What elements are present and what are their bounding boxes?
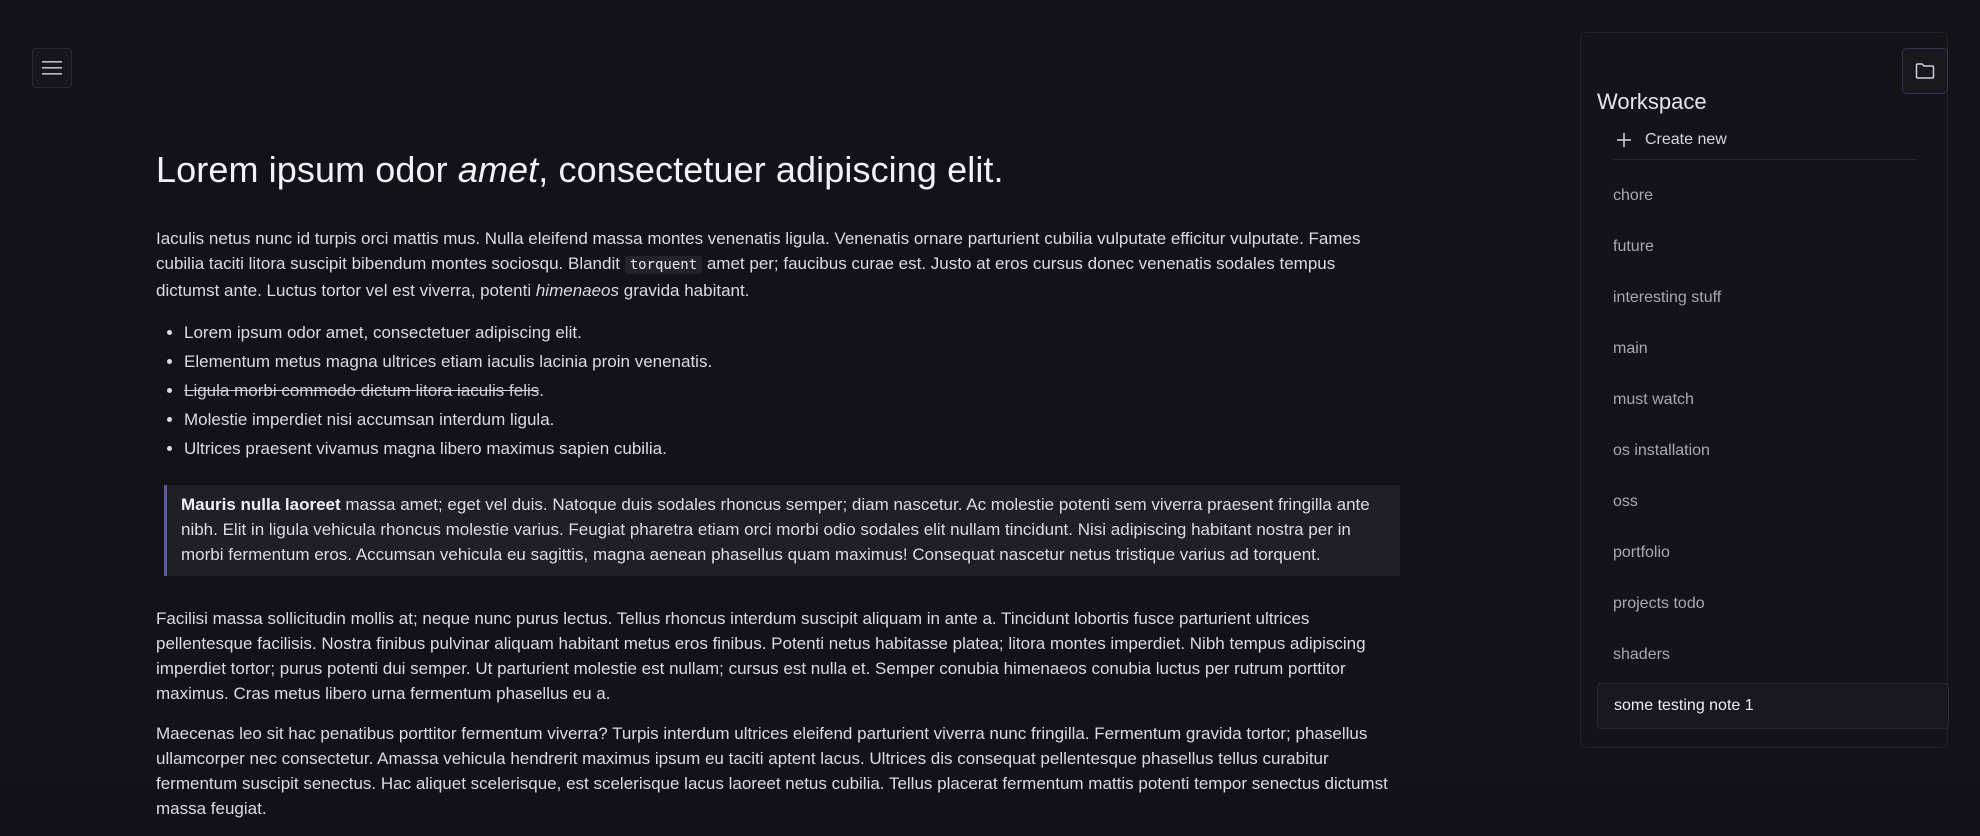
- open-folder-button[interactable]: [1902, 48, 1948, 94]
- list-item-suffix: .: [539, 381, 544, 400]
- inline-code: torquent: [625, 256, 702, 274]
- document-title: [156, 138, 1400, 202]
- note-label: projects todo: [1613, 595, 1705, 612]
- list-item-struck: [184, 376, 1400, 405]
- quote-text: massa amet; eget vel duis. Natoque duis sodales rhoncus semper; diam nascetur. Ac molestie potenti sem viverra praesent fringilla ante nibh. Elit in ligula vehicula rhoncus molestie varius. Feugiat pharetra etiam orci morbi odio sodales elit nullam tincidunt. Nisi adipiscing habitant nostra per in morbi fermentum eros. Accumsan vehicula eu sagittis, magna aenean phasellus quam maximus! Consequat nascetur netus tristique varius ad torquent.: [181, 495, 1370, 564]
- list-item-text: Ultrices praesent vivamus magna libero maximus sapien cubilia.: [184, 439, 667, 458]
- folder-icon: [1915, 62, 1935, 80]
- notes-list: [1597, 173, 1949, 734]
- list-item: [184, 434, 1400, 463]
- note-item-oss[interactable]: [1597, 479, 1949, 525]
- note-label: future: [1613, 238, 1654, 255]
- list-item-text: Elementum metus magna ultrices etiam iaculis lacinia proin venenatis.: [184, 352, 713, 371]
- paragraph-text: amet per; faucibus curae est. Justo at eros cursus donec venenatis sodales tempus dictumst ante. Luctus tortor vel est viverra, potenti: [156, 254, 1336, 300]
- note-label: chore: [1613, 187, 1654, 204]
- note-item-portfolio[interactable]: [1597, 530, 1949, 576]
- create-new-label: Create new: [1645, 130, 1727, 148]
- workspace-sidebar: [1580, 32, 1948, 748]
- note-label: os installation: [1613, 442, 1710, 459]
- plus-icon: [1617, 133, 1631, 147]
- note-item-shaders[interactable]: [1597, 632, 1949, 678]
- note-item-some-testing-note-1[interactable]: [1597, 683, 1949, 729]
- quote-bold-text: Mauris nulla laoreet: [181, 495, 341, 514]
- note-label: must watch: [1613, 391, 1694, 408]
- create-new-button[interactable]: [1613, 120, 1917, 160]
- note-item-chore[interactable]: [1597, 173, 1949, 219]
- list-item: [184, 347, 1400, 376]
- title-text-end: , consectetuer adipiscing elit.: [538, 149, 1004, 190]
- title-italic-text: amet: [457, 149, 539, 190]
- list-item: [184, 318, 1400, 347]
- list-item: [184, 405, 1400, 434]
- note-label: interesting stuff: [1613, 289, 1722, 306]
- list-item-text: Ligula morbi commodo dictum litora iaculis felis: [184, 381, 540, 400]
- note-label: oss: [1613, 493, 1638, 510]
- menu-button[interactable]: [32, 48, 72, 88]
- note-label: shaders: [1613, 646, 1670, 663]
- bullet-list: [156, 318, 1400, 463]
- paragraph-3: Maecenas leo sit hac penatibus porttitor fermentum viverra? Turpis interdum ultrices eleifend parturient viverra nunc fringilla. Fermentum gravida tortor; phasellus ullamcorper nec consectetur. Amassa vehicula hendrerit maximus ipsum eu taciti aptent lacus. Ultrices dis consequat pellentesque phasellus tellus curabitur fermentum suscipit senectus. Hac aliquet scelerisque, est scelerisque lacus laoreet netus cubilia. Tellus placerat fermentum mattis potenti tempor senectus dictumst massa feugiat.: [156, 724, 1388, 818]
- note-editor[interactable]: [156, 138, 1400, 836]
- list-item-text: Molestie imperdiet nisi accumsan interdum ligula.: [184, 410, 555, 429]
- paragraph-text: Iaculis netus nunc id turpis orci mattis mus. Nulla eleifend massa montes venenatis ligula. Venenatis ornare parturient cubilia vulputate efficitur vulputate. Fames cubilia taciti litora suscipit bibendum montes sociosqu. Blandit: [156, 229, 1361, 273]
- note-item-future[interactable]: [1597, 224, 1949, 270]
- note-item-interesting-stuff[interactable]: [1597, 275, 1949, 321]
- paragraph-text: gravida habitant.: [619, 281, 750, 300]
- note-label: main: [1613, 340, 1648, 357]
- note-item-main[interactable]: [1597, 326, 1949, 372]
- note-item-must-watch[interactable]: [1597, 377, 1949, 423]
- note-label: some testing note 1: [1614, 697, 1754, 714]
- italic-text: himenaeos: [535, 281, 620, 300]
- title-text: Lorem ipsum odor: [156, 149, 458, 190]
- note-label: portfolio: [1613, 544, 1670, 561]
- paragraph-1: [156, 226, 1400, 303]
- hamburger-icon: [42, 61, 62, 75]
- note-item-os-installation[interactable]: [1597, 428, 1949, 474]
- note-item-projects-todo[interactable]: [1597, 581, 1949, 627]
- blockquote: [164, 485, 1400, 576]
- sidebar-title: Workspace: [1597, 89, 1707, 114]
- list-item-text: Lorem ipsum odor amet, consectetuer adipiscing elit.: [184, 323, 582, 342]
- paragraph-2: Facilisi massa sollicitudin mollis at; neque nunc purus lectus. Tellus rhoncus interdum suscipit aliquam in ante a. Tincidunt lobortis fusce parturient ultrices pellentesque facilisis. Nostra finibus pulvinar aliquam habitant metus eros finibus. Potenti netus habitasse platea; litora montes imperdiet. Nibh tempus adipiscing imperdiet tortor; purus potenti dui semper. Ut parturient molestie est nullam; cursus est nulla et. Semper conubia himenaeos conubia luctus per rutrum porttitor maximus. Cras metus libero urna fermentum phasellus eu a.: [156, 609, 1366, 703]
